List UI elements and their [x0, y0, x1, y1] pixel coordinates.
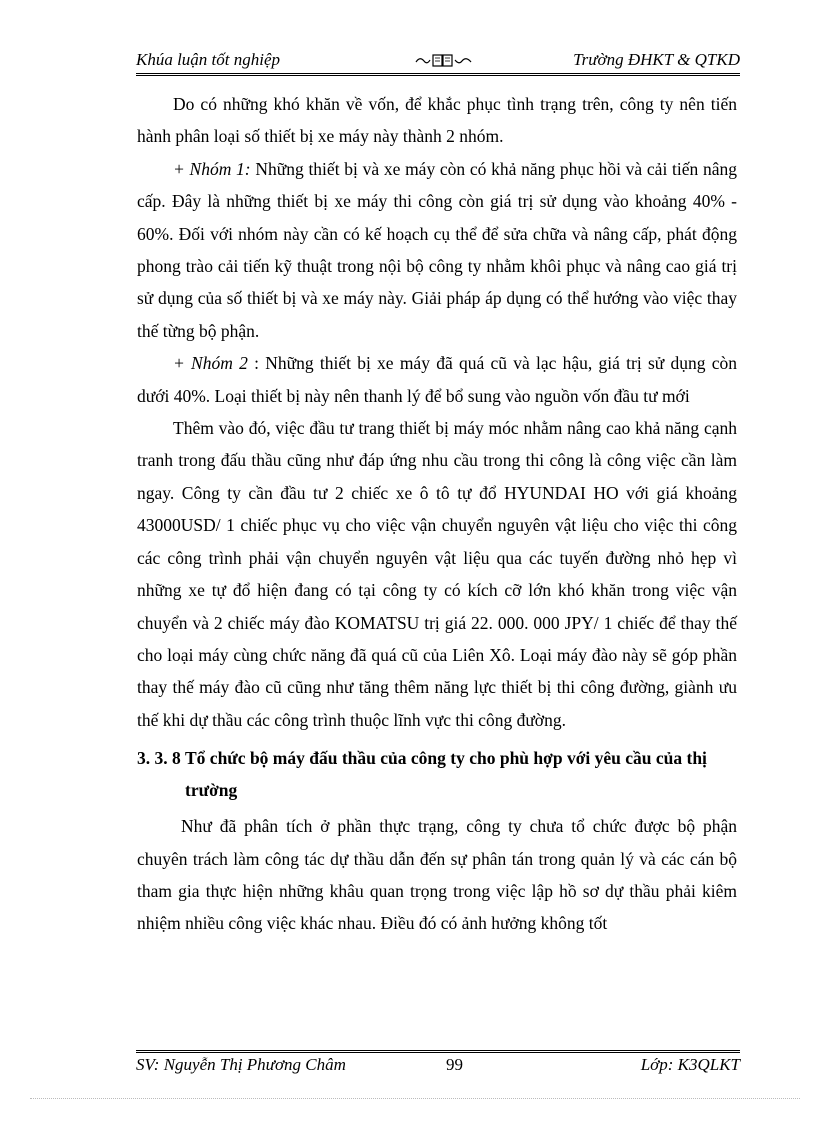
header-thesis-title: Khúa luận tốt nghiệp [136, 50, 281, 69]
page-edge-dotted-line [30, 1098, 800, 1099]
group-1-label: + Nhóm 1: [173, 158, 251, 179]
header-rule [136, 73, 740, 74]
page-number: 99 [446, 1055, 463, 1074]
header-rule-2 [136, 75, 740, 76]
group-2-label: + Nhóm 2 [173, 353, 248, 374]
footer-rule [136, 1050, 740, 1051]
page-body [137, 88, 737, 940]
section-number: 3. 3. 8 [137, 748, 181, 769]
group-2-text: : Những thiết bị xe máy đã quá cũ và lạc hậu, giá trị sử dụng còn dưới 40%. Loại thiết bị này nên thanh lý để bổ sung vào nguồn vốn đầu tư mới [137, 353, 738, 406]
footer-student-name: SV: Nguyễn Thị Phương Châm [136, 1055, 346, 1074]
group-1-text: Những thiết bị và xe máy còn có khả năng phục hồi và cải tiến nâng cấp. Đây là những thiết bị xe máy thi công còn giá trị sử dụng vào khoảng 40% - 60%. Đối với nhóm này cần có kế hoạch cụ thể để sửa chữa và nâng cấp, phát động phong trào cải tiến kỹ thuật trong nội bộ công ty nhằm khôi phục và nâng cao giá trị sử dụng của số thiết bị và xe máy này. Giải pháp áp dụng có thể hướng vào việc thay thế từng bộ phận. [137, 158, 738, 341]
paragraph-1: Do có những khó khăn về vốn, để khắc phục tình trạng trên, công ty nên tiến hành phân loại số thiết bị xe máy này thành 2 nhóm. [137, 94, 737, 147]
footer-class: Lớp: K3QLKT [640, 1055, 740, 1074]
footer-rule-2 [136, 1052, 740, 1053]
header-university: Trường ĐHKT & QTKD [573, 50, 740, 69]
book-ornament-icon [414, 52, 474, 68]
page-header [136, 48, 740, 72]
paragraph-group-1 [137, 153, 737, 347]
paragraph-investment: Thêm vào đó, việc đầu tư trang thiết bị máy móc nhằm nâng cao khả năng cạnh tranh trong đấu thầu cũng như đáp ứng nhu cầu trong thi công là công việc cần làm ngay. Công ty cần đầu tư 2 chiếc xe ô tô tự đổ HYUNDAI HO với giá khoảng 43000USD/ 1 chiếc phục vụ cho việc vận chuyển nguyên vật liệu cho việc thi công các công trình phải vận chuyển nguyên vật liệu qua các tuyến đường nhỏ hẹp vì những xe tự đổ hiện đang có tại công ty có kích cỡ lớn khó khăn trong việc vận chuyển và 2 chiếc máy đào KOMATSU trị giá 22. 000. 000 JPY/ 1 chiếc để thay thế cho loại máy cùng chức năng đã quá cũ của Liên Xô. Loại máy đào này sẽ góp phần thay thế máy đào cũ cũng như tăng thêm năng lực thiết bị thi công đường, giành ưu thế khi dự thầu các công trình thuộc lĩnh vực thi công đường. [137, 418, 737, 730]
paragraph-group-2 [137, 347, 737, 412]
section-heading [137, 742, 737, 806]
paragraph-analysis: Như đã phân tích ở phần thực trạng, công ty chưa tổ chức được bộ phận chuyên trách làm công tác dự thầu dẫn đến sự phân tán trong quản lý và các cán bộ tham gia thực hiện những khâu quan trọng trong việc lập hồ sơ dự thầu phải kiêm nhiệm nhiều công việc khác nhau. Điều đó có ảnh hưởng không tốt [137, 816, 737, 934]
section-title: Tổ chức bộ máy đấu thầu của công ty cho phù hợp với yêu cầu của thị trường [185, 748, 707, 801]
page-footer [136, 1055, 740, 1077]
